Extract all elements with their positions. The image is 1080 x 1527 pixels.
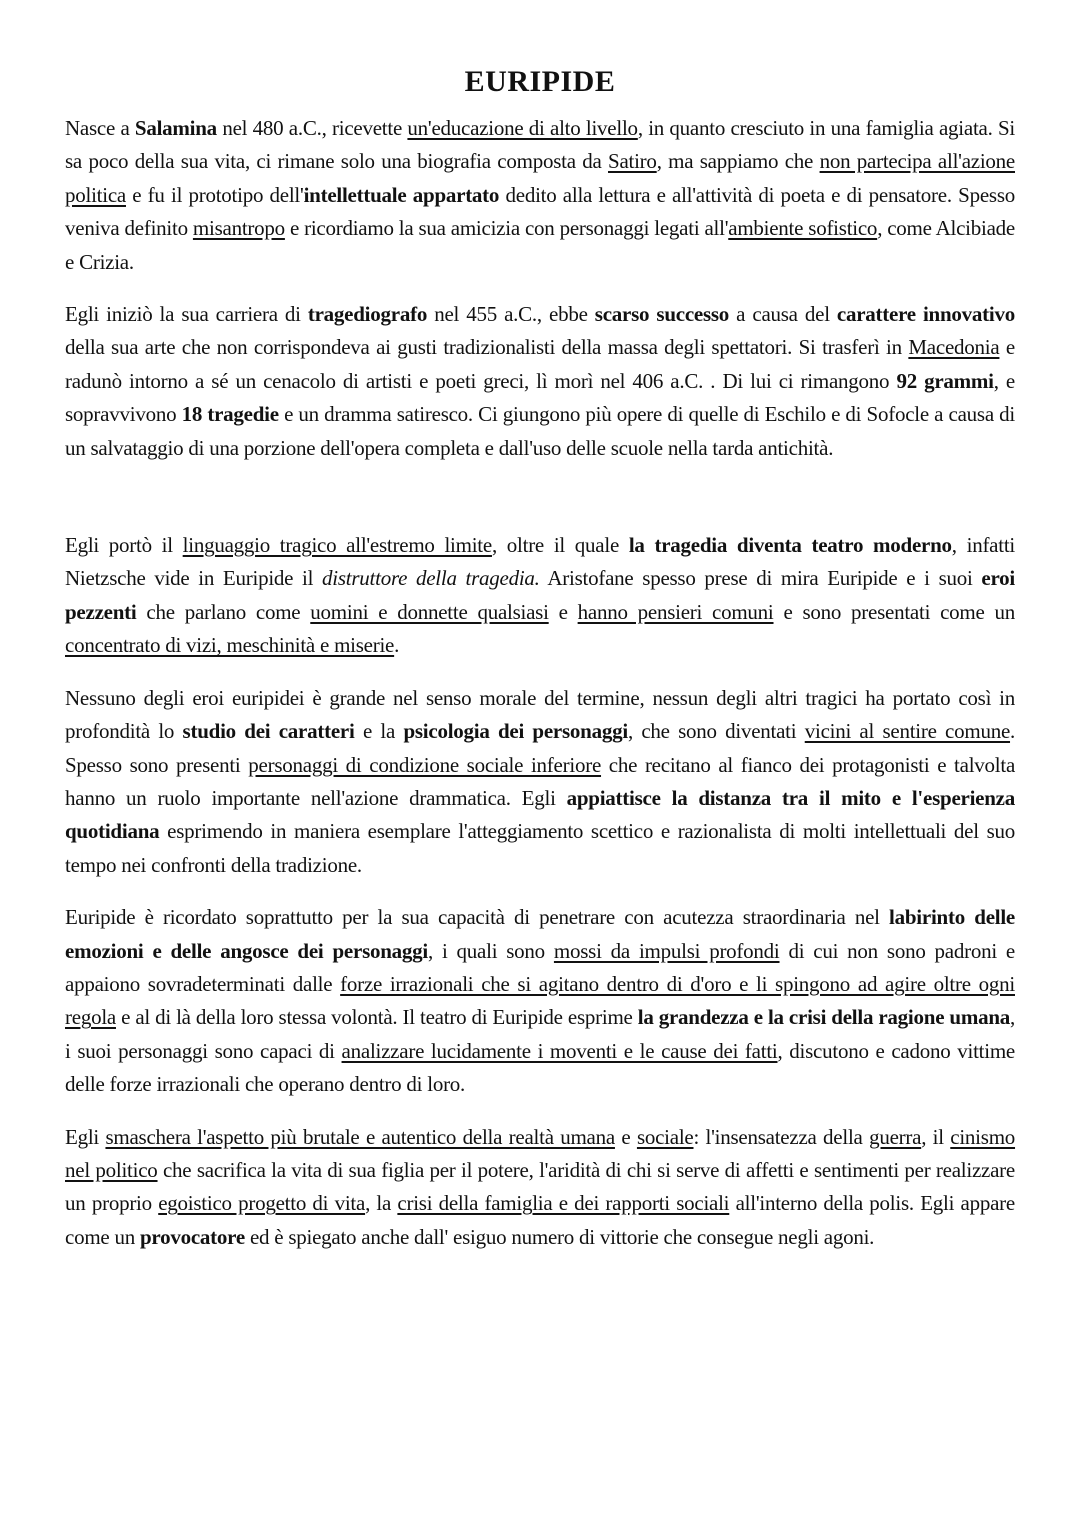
underlined-text: non partecipa all'azione politica: [65, 149, 1015, 207]
document-title: EURIPIDE: [464, 65, 616, 98]
text: , la: [365, 1191, 398, 1216]
bold-text: Salamina: [134, 116, 217, 140]
bold-text: appiattisce la distanza tra il mito e l'esperienza quotidiana: [65, 785, 1015, 844]
text: che parlano come: [136, 599, 311, 624]
text: Nessuno degli eroi euripidei è grande nel senso morale del termine, nessun degli altri tragici ha portato così in profondità lo: [65, 685, 1015, 744]
text: nel 480 a.C., ricevette: [216, 116, 408, 140]
text: Egli portò il: [65, 533, 183, 558]
text: e sono presentati come un: [773, 599, 1015, 624]
text: : l'insensatezza della: [693, 1124, 870, 1149]
bold-text: provocatore: [139, 1224, 245, 1249]
underlined-text: crisi della famiglia e dei rapporti sociali: [397, 1191, 730, 1216]
text: , il: [921, 1124, 951, 1149]
underlined-text: linguaggio tragico all'estremo limite: [182, 533, 492, 558]
paragraph: [65, 298, 1015, 465]
italic-text: distruttore della tragedia.: [322, 566, 540, 591]
underlined-text: uomini e donnette qualsiasi: [310, 599, 549, 624]
text: e fu il prototipo dell': [125, 182, 304, 207]
bold-text: la tragedia diventa teatro moderno: [628, 533, 952, 558]
text: che recitano al fianco dei protagonisti e talvolta hanno un ruolo importante nell'azione drammatica. Egli: [65, 752, 1016, 810]
text: , i suoi personaggi sono capaci di: [65, 1005, 1015, 1063]
bold-text: intellettuale appartato: [303, 182, 500, 207]
paragraph: [65, 112, 1015, 279]
underlined-text: Macedonia: [908, 335, 1000, 360]
underlined-text: vicini al sentire comune: [804, 719, 1011, 744]
document-body: [65, 112, 1015, 1254]
text: di cui non sono padroni e appaiono sovradeterminati dalle: [65, 938, 1015, 996]
text: , oltre il quale: [491, 533, 629, 558]
underlined-text: sociale: [636, 1124, 694, 1149]
text: , i quali sono: [428, 938, 554, 963]
underlined-text: ambiente sofistico: [728, 216, 878, 241]
underlined-text: Satiro: [608, 149, 657, 174]
text: a causa del: [729, 302, 837, 327]
underlined-text: misantropo: [192, 216, 285, 241]
underlined-text: egoistico progetto di vita: [158, 1191, 366, 1216]
bold-text: psicologia dei personaggi: [403, 719, 628, 744]
paragraph: [65, 529, 1015, 663]
underlined-text: cinismo nel politico: [65, 1124, 1016, 1182]
text: dedito alla lettura e all'attività di poeta e di pensatore. Spesso veniva definito: [65, 182, 1015, 241]
paragraph: [65, 901, 1015, 1101]
text: e: [614, 1124, 637, 1149]
text: Egli iniziò la sua carriera di: [65, 302, 308, 327]
text: , ma sappiamo che: [656, 149, 820, 174]
text: . Spesso sono presenti: [65, 719, 1016, 777]
text: , in quanto cresciuto in una famiglia agiata. Si sa poco della sua vita, ci rimane solo una biografia composta da: [65, 116, 1016, 174]
underlined-text: mossi da impulsi profondi: [553, 938, 780, 963]
document-page: [65, 62, 1015, 1273]
bold-text: carattere innovativo: [836, 302, 1015, 327]
text: che sacrifica la vita di sua figlia per il potere, l'aridità di chi si serve di affetti e sentimenti per realizzare un proprio: [65, 1157, 1015, 1216]
bold-text: la grandezza e la crisi della ragione umana: [637, 1005, 1010, 1030]
underlined-text: guerra: [869, 1124, 922, 1149]
text: Nasce a: [65, 116, 135, 140]
bold-text: studio dei caratteri: [182, 719, 355, 744]
text: e la: [354, 719, 404, 744]
text: ed è spiegato anche dall' esiguo numero di vittorie che consegue negli agoni.: [244, 1224, 875, 1249]
underlined-text: concentrato di vizi, meschinità e miserie: [65, 633, 395, 658]
text: e ricordiamo la sua amicizia con personaggi legati all': [284, 216, 729, 241]
paragraph: [65, 1121, 1015, 1255]
bold-text: eroi pezzenti: [65, 566, 1015, 624]
text: .: [394, 633, 400, 658]
text: all'interno della polis. Egli appare come un: [65, 1191, 1015, 1249]
text: , che sono diventati: [627, 719, 805, 744]
text: e al di là della loro stessa volontà. Il teatro di Euripide esprime: [115, 1005, 638, 1030]
text: nel 455 a.C., ebbe: [427, 302, 595, 327]
underlined-text: personaggi di condizione sociale inferiore: [248, 752, 602, 777]
text: e un dramma satiresco. Ci giungono più opere di quelle di Eschilo e di Sofocle a causa di un salvataggio di una porzione dell'opera completa e dall'uso delle scuole nella tarda antichità.: [65, 402, 1015, 460]
text: , come Alcibiade e Crizia.: [65, 216, 1015, 274]
underlined-text: analizzare lucidamente i moventi e le cause dei fatti: [341, 1038, 778, 1063]
text: della sua arte che non corrispondeva ai gusti tradizionalisti della massa degli spettatori. Si trasferì in: [65, 335, 909, 360]
text: , discutono e cadono vittime delle forze irrazionali che operano dentro di loro.: [65, 1038, 1015, 1097]
text: e: [548, 599, 578, 624]
text: e radunò intorno a sé un cenacolo di artisti e poeti greci, lì morì nel 406 a.C. . Di lui ci rimangono: [65, 335, 1015, 393]
underlined-text: smaschera l'aspetto più brutale e autentico della realtà umana: [105, 1124, 615, 1149]
bold-text: 92 grammi: [896, 368, 994, 393]
underlined-text: hanno pensieri comuni: [577, 599, 774, 624]
bold-text: tragediografo: [307, 302, 428, 327]
text: esprimendo in maniera esemplare l'atteggiamento scettico e razionalista di molti intellettuali del suo tempo nei confronti della tradizione.: [65, 819, 1015, 877]
bold-text: labirinto delle emozioni e delle angosce dei personaggi: [65, 905, 1015, 963]
text: , infatti Nietzsche vide in Euripide il: [65, 533, 1016, 591]
text: , e sopravvivono: [65, 368, 1015, 427]
text: Euripide è ricordato soprattutto per la sua capacità di penetrare con acutezza straordinaria nel: [65, 905, 890, 930]
underlined-text: forze irrazionali che si agitano dentro di d'oro e li spingono ad agire oltre ogni regola: [65, 971, 1015, 1030]
bold-text: scarso successo: [594, 302, 730, 327]
text: Aristofane spesso prese di mira Euripide e i suoi: [539, 566, 982, 591]
paragraph: [65, 682, 1015, 882]
bold-text: 18 tragedie: [181, 402, 279, 427]
text: Egli: [65, 1124, 106, 1149]
underlined-text: un'educazione di alto livello: [407, 116, 638, 140]
